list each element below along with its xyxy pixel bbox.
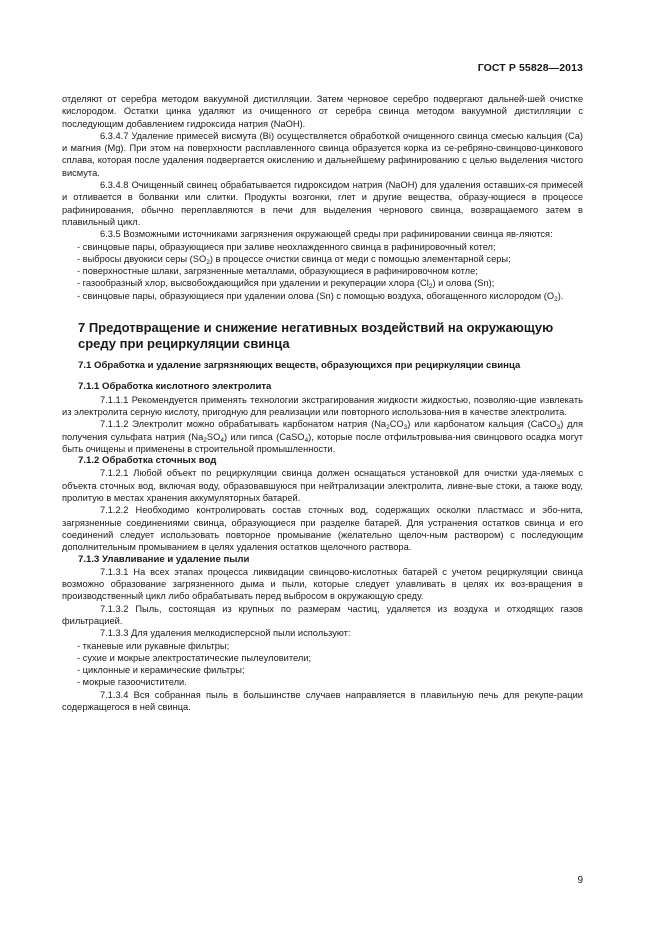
paragraph: 7.1.3.2 Пыль, состоящая из крупных по размерам частиц, удаляется из воздуха и отходящих газов фильтрацией. [62, 603, 583, 626]
paragraph: 6.3.5 Возможными источниками загрязнения окружающей среды при рафинировании свинца яв-ляются: [100, 229, 553, 240]
paragraph: 7.1.2.2 Необходимо контролировать состав сточных вод, содержащих осколки пластмасс и эбо-нита, загрязненные соединениями свинца, образующиеся при разделке батарей. Для устранения остатков свинца и его соединений следует использовать повторное промывание (желательно щелоч-ным раствором) с последующим дополнительным промыванием в целях удаления остатков щелочного раствора. [62, 505, 583, 553]
list-item [62, 290, 583, 302]
paragraph: 6.3.4.7 Удаление примесей висмута (Bi) осуществляется обработкой очищенного свинца смесью кальция (Ca) и магния (Mg). При этом на поверхности расплавленного свинца образуется корка из се-ребряно-свинцово-цинкового сплава, которая после удаления подвергается окислению и дальнейшему рафинированию с целью выделения чистого висмута. [62, 130, 583, 178]
text-run: ), которые после отфильтровыва-ния свинцового осадка могут быть очищены и применены в строительной промышленности. [62, 431, 583, 454]
text-run: ). [557, 290, 564, 301]
text-run: CO [389, 419, 404, 430]
document-body [62, 93, 583, 713]
paragraph: 7.1.3.1 На всех этапах процесса ликвидации свинцово-кислотных батарей с учетом рециркуляции свинца возможно образование загрязненного дыма и пыли, которые следует улавливать в целях их воз-вращения в производственный цикл либо обрабатывать перед выбросом в окружающую среду. [62, 566, 583, 602]
subsection-heading: 7.1.3 Улавливание и удаление пыли [78, 553, 250, 565]
text-run: ) для получения сульфата натрия (Na [62, 419, 583, 442]
subscript: 2 [206, 258, 210, 266]
text-run: - выбросы двуокиси серы (SO [77, 253, 207, 264]
list-item: - мокрые газоочистители. [77, 677, 187, 688]
subscript: 4 [304, 436, 309, 444]
text-run: ) или гипса (CaSO [223, 431, 305, 442]
text-run: ) и олова (Sn); [432, 278, 495, 289]
paragraph: 7.1.1.1 Рекомендуется применять технологии экстрагирования жидкости жидкостью, позволяю-щие извлекать из электролита серную кислоту, пригодную для реализации или повторного использова-ния в качестве электролита. [62, 394, 583, 417]
text-run: 7.1.1.2 Электролит можно обрабатывать карбонатом натрия (Na [100, 419, 387, 430]
subscript: 3 [403, 424, 408, 432]
paragraph: 6.3.4.8 Очищенный свинец обрабатывается гидроксидом натрия (NaOH) для удаления оставших-ся примесей и отливается в болванки или слитки. Продукты возгонки, глет и другие вещества, образу-ющиеся в процессе рафинирования, обычно переплавляются в печи для выделения чернового свинца, возвращаемого затем в плавильный цикл. [62, 180, 583, 227]
list-item: - тканевые или рукавные фильтры; [77, 640, 230, 651]
subscript: 2 [386, 424, 390, 432]
subscript: 3 [556, 424, 561, 432]
paragraph: 7.1.2.1 Любой объект по рециркуляции свинца должен оснащаться установкой для очистки уда-ляемых с объекта сточных вод, включая воду, образовавшуюся при нейтрализации электролита, ливне-вые стоки, а также воду, пролитую в местах хранения аккумуляторных батарей. [62, 468, 583, 504]
standard-code: ГОСТ Р 55828—2013 [477, 62, 583, 74]
list-item [62, 253, 583, 265]
list-item: - сухие и мокрые электростатические пылеуловители; [77, 652, 312, 663]
list-item: - поверхностные шлаки, загрязненные металлами, образующиеся в рафинировочном котле; [77, 266, 478, 277]
subscript: 2 [203, 436, 207, 444]
subsection-heading: 7.1.1 Обработка кислотного электролита [78, 381, 272, 393]
paragraph: отделяют от серебра методом вакуумной дистилляции. Затем черновое серебро подвергают дальней-шей очистке кислородом. Остатки цинка удаляют из очищенного от серебра свинца методом вакуумной дистилляции с последующим добавлением гидроксида натрия (NaOH). [62, 94, 583, 129]
list-item [62, 277, 583, 289]
list-item: - свинцовые пары, образующиеся при заливе неохлажденного свинца в рафинировочный котел; [77, 241, 496, 252]
section-heading: 7 Предотвращение и снижение негативных воздействий на окружающую среду при рециркуляции свинца [78, 320, 554, 352]
subsection-heading: 7.1 Обработка и удаление загрязняющих веществ, образующихся при рециркуляции свинца [78, 360, 521, 372]
text-run: ) или карбонатом кальция (CaCO [407, 419, 557, 430]
subscript: 2 [554, 295, 558, 303]
text-run: ) в процессе очистки свинца от меди с помощью элементарной серы; [209, 253, 511, 264]
text-run: - свинцовые пары, образующиеся при удалении олова (Sn) с помощью воздуха, обогащенного кислородом (O [77, 290, 555, 301]
subscript: 4 [220, 436, 224, 444]
text-run: - газообразный хлор, высвобождающийся при удалении и рекуперации хлора (Cl [77, 278, 429, 289]
text-run: SO [206, 431, 221, 442]
paragraph: 7.1.3.3 Для удаления мелкодисперсной пыли используют: [100, 628, 351, 639]
subsection-heading: 7.1.2 Обработка сточных вод [78, 455, 217, 467]
subscript: 2 [428, 283, 433, 291]
page-number: 9 [577, 875, 583, 886]
paragraph [62, 418, 583, 455]
list-item: - циклонные и керамические фильтры; [77, 665, 245, 676]
paragraph: 7.1.3.4 Вся собранная пыль в большинстве случаев направляется в плавильную печь для рекупе-рации содержащегося в ней свинца. [62, 689, 583, 713]
